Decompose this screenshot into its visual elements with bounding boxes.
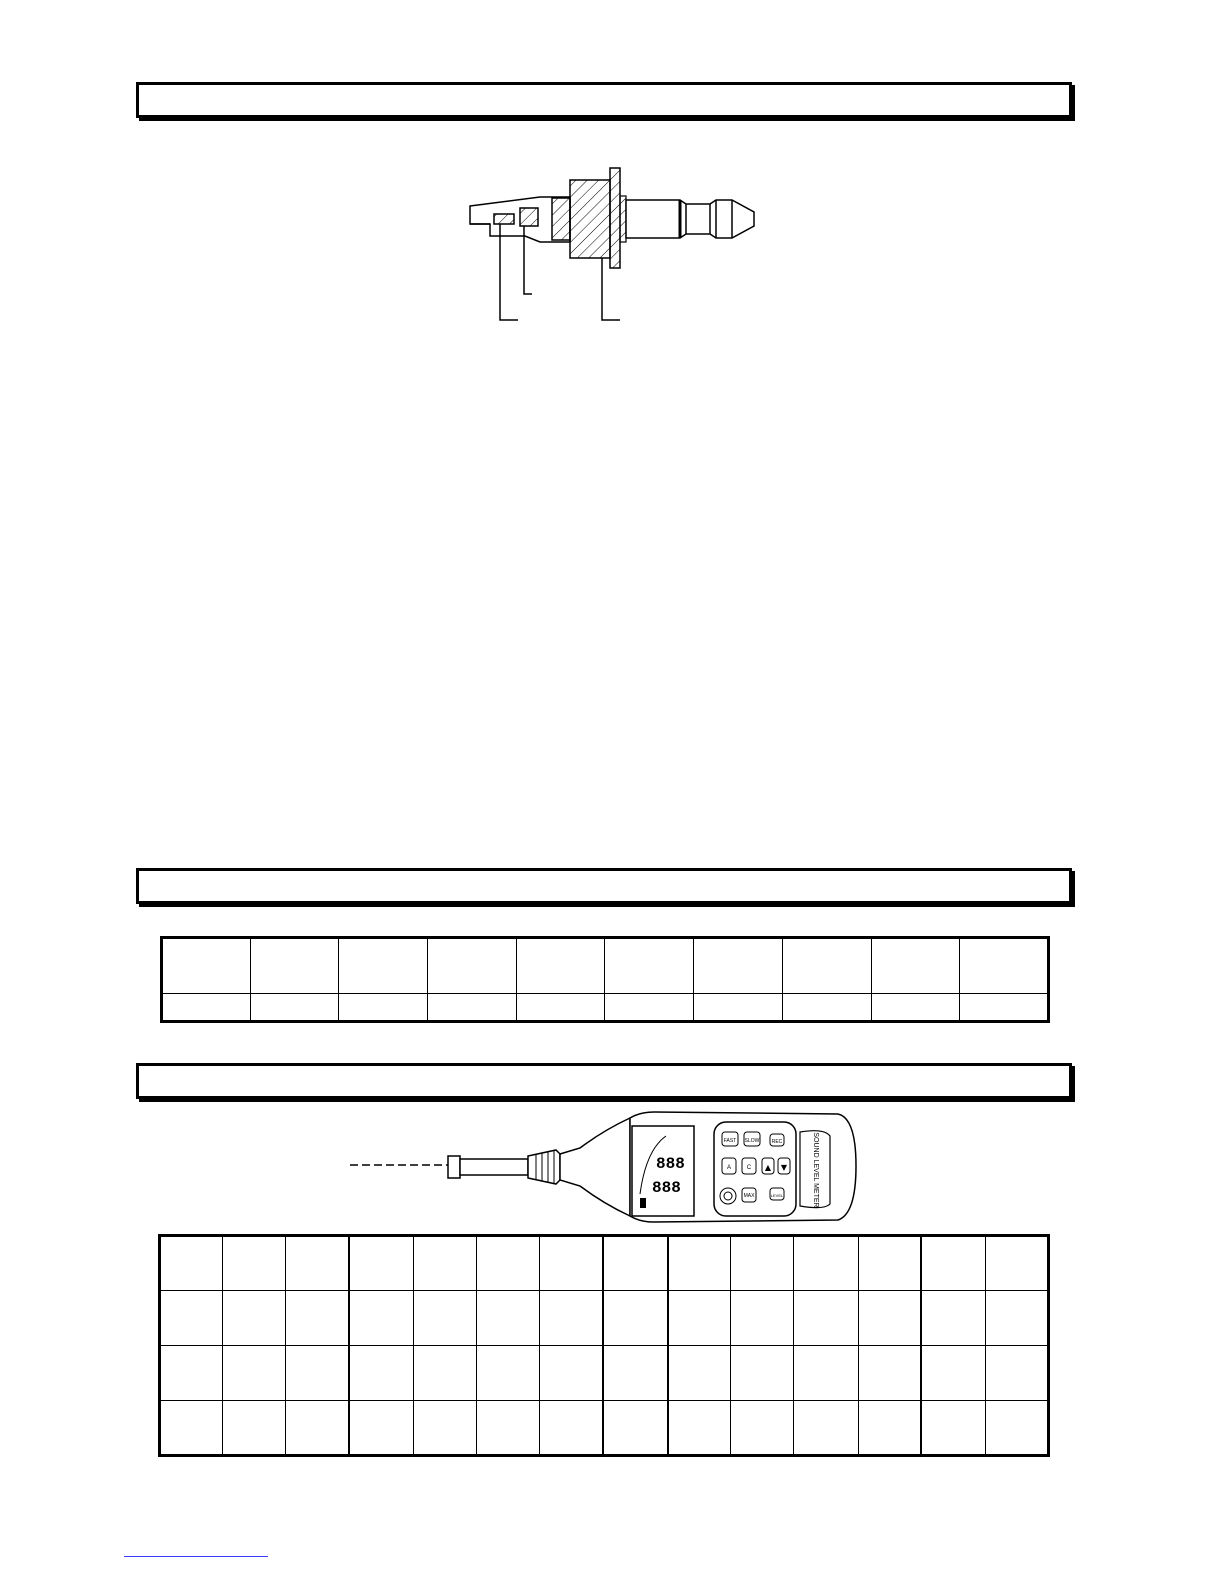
table-cell bbox=[349, 1291, 413, 1346]
table-cell bbox=[162, 938, 251, 994]
table-cell bbox=[250, 938, 339, 994]
level-button[interactable] bbox=[770, 1188, 784, 1200]
contact-square bbox=[520, 208, 538, 226]
table-cell bbox=[250, 994, 339, 1022]
contact-small bbox=[494, 214, 514, 224]
table-cell bbox=[286, 1346, 349, 1401]
table-cell bbox=[985, 1346, 1048, 1401]
svg-text:A: A bbox=[726, 1165, 732, 1171]
table-cell bbox=[921, 1291, 985, 1346]
svg-text:LEVEL: LEVEL bbox=[770, 1193, 784, 1198]
table-cell bbox=[668, 1236, 731, 1291]
microphone bbox=[448, 1156, 460, 1178]
table-cell bbox=[782, 994, 871, 1022]
svg-text:▼: ▼ bbox=[780, 1163, 788, 1172]
table-cell bbox=[794, 1291, 858, 1346]
table-cell bbox=[160, 1291, 223, 1346]
collar-narrow bbox=[552, 198, 570, 240]
table-cell bbox=[339, 994, 428, 1022]
lcd-digits-1: 888 bbox=[656, 1155, 685, 1173]
lcd-digits-2: 888 bbox=[652, 1179, 681, 1197]
power-button[interactable] bbox=[720, 1188, 736, 1204]
table-cell bbox=[428, 938, 517, 994]
table-cell bbox=[476, 1346, 539, 1401]
table-cell bbox=[782, 938, 871, 994]
table-cell bbox=[858, 1401, 921, 1456]
table-cell bbox=[731, 1346, 794, 1401]
table-cell bbox=[731, 1236, 794, 1291]
table-cell bbox=[858, 1291, 921, 1346]
leader-line-1 bbox=[500, 224, 518, 320]
table-cell bbox=[794, 1401, 858, 1456]
jack-shaft bbox=[626, 200, 754, 238]
slow-button[interactable] bbox=[744, 1132, 760, 1146]
table-cell bbox=[668, 1346, 731, 1401]
table-cell bbox=[668, 1401, 731, 1456]
table-cell bbox=[349, 1346, 413, 1401]
table-cell bbox=[603, 1346, 667, 1401]
table-cell bbox=[539, 1401, 603, 1456]
table-cell bbox=[871, 938, 960, 994]
svg-text:SLOW: SLOW bbox=[744, 1138, 760, 1144]
table-cell bbox=[985, 1291, 1048, 1346]
table-cell bbox=[516, 994, 605, 1022]
meter-neck bbox=[560, 1118, 630, 1216]
section-header-3 bbox=[136, 1063, 1072, 1099]
down-button[interactable] bbox=[778, 1158, 790, 1174]
table-cell bbox=[603, 1401, 667, 1456]
svg-text:C: C bbox=[746, 1165, 752, 1171]
flange bbox=[610, 168, 620, 268]
table-cell bbox=[160, 1236, 223, 1291]
mic-stem bbox=[460, 1159, 528, 1175]
up-button[interactable] bbox=[762, 1158, 774, 1174]
table-cell bbox=[413, 1236, 476, 1291]
rec-button[interactable] bbox=[770, 1134, 784, 1146]
table-cell bbox=[921, 1346, 985, 1401]
table-cell bbox=[413, 1346, 476, 1401]
table-cell bbox=[286, 1291, 349, 1346]
sound-level-meter-illustration bbox=[350, 1110, 860, 1226]
table-cell bbox=[223, 1401, 286, 1456]
table-cell bbox=[668, 1291, 731, 1346]
svg-text:MAX: MAX bbox=[743, 1193, 755, 1199]
section-header-2 bbox=[136, 868, 1072, 904]
table-cell bbox=[605, 938, 694, 994]
c-weight-button[interactable] bbox=[742, 1158, 756, 1174]
spec-table bbox=[160, 936, 1050, 1023]
table-cell bbox=[694, 994, 783, 1022]
table-cell bbox=[539, 1346, 603, 1401]
collar-large bbox=[570, 180, 610, 258]
table-cell bbox=[605, 994, 694, 1022]
table-cell bbox=[223, 1346, 286, 1401]
table-cell bbox=[223, 1236, 286, 1291]
table-cell bbox=[985, 1401, 1048, 1456]
table-cell bbox=[960, 994, 1049, 1022]
svg-text:FAST: FAST bbox=[723, 1138, 737, 1144]
table-cell bbox=[349, 1401, 413, 1456]
plug-diagram bbox=[460, 160, 770, 330]
footer-rule bbox=[124, 1556, 268, 1557]
table-cell bbox=[413, 1401, 476, 1456]
measurement-table bbox=[158, 1234, 1050, 1457]
table-cell bbox=[516, 938, 605, 994]
max-button[interactable] bbox=[742, 1188, 756, 1202]
table-cell bbox=[286, 1401, 349, 1456]
table-cell bbox=[339, 938, 428, 994]
mic-collar bbox=[528, 1150, 560, 1184]
table-cell bbox=[160, 1401, 223, 1456]
svg-text:▲: ▲ bbox=[764, 1163, 772, 1172]
table-cell bbox=[858, 1346, 921, 1401]
table-cell bbox=[162, 994, 251, 1022]
table-cell bbox=[960, 938, 1049, 994]
table-cell bbox=[603, 1291, 667, 1346]
table-cell bbox=[603, 1236, 667, 1291]
table-cell bbox=[539, 1291, 603, 1346]
table-cell bbox=[160, 1346, 223, 1401]
table-cell bbox=[286, 1236, 349, 1291]
table-cell bbox=[694, 938, 783, 994]
table-cell bbox=[223, 1291, 286, 1346]
table-cell bbox=[731, 1401, 794, 1456]
table-cell bbox=[985, 1236, 1048, 1291]
table-cell bbox=[794, 1346, 858, 1401]
section-header-1 bbox=[136, 82, 1072, 118]
table-cell bbox=[349, 1236, 413, 1291]
table-cell bbox=[539, 1236, 603, 1291]
table-cell bbox=[731, 1291, 794, 1346]
table-cell bbox=[476, 1401, 539, 1456]
table-cell bbox=[794, 1236, 858, 1291]
table-cell bbox=[413, 1291, 476, 1346]
table-cell bbox=[871, 994, 960, 1022]
table-cell bbox=[921, 1236, 985, 1291]
table-cell bbox=[476, 1236, 539, 1291]
fast-button[interactable] bbox=[722, 1132, 738, 1146]
a-weight-button[interactable] bbox=[722, 1158, 736, 1174]
table-cell bbox=[921, 1401, 985, 1456]
meter-side-label: SOUND LEVEL METER bbox=[812, 1132, 819, 1208]
table-cell bbox=[858, 1236, 921, 1291]
table-cell bbox=[476, 1291, 539, 1346]
svg-text:REC: REC bbox=[771, 1139, 783, 1145]
table-cell bbox=[428, 994, 517, 1022]
